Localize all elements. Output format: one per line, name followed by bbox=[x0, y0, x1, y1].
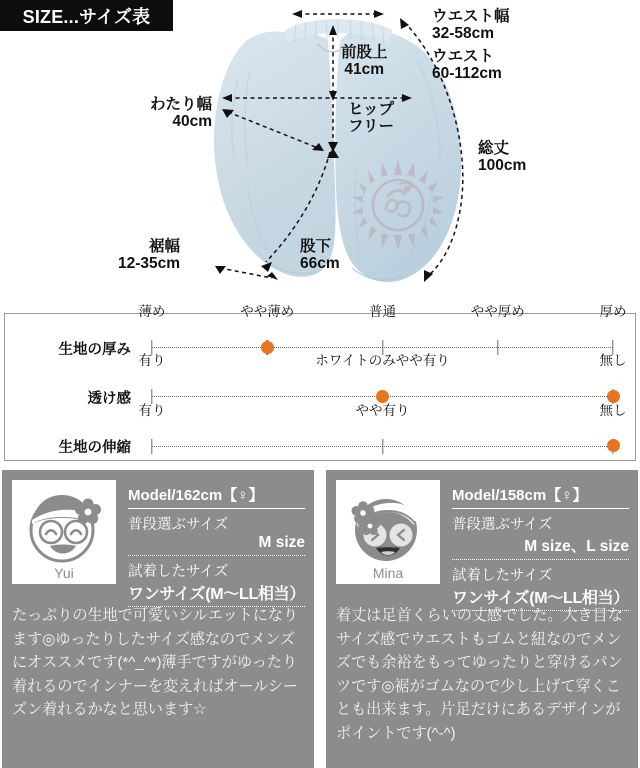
scale-tick bbox=[497, 340, 498, 355]
scale-tick-label: 無し bbox=[599, 353, 627, 369]
model-card-header bbox=[336, 480, 630, 607]
avatar-mina bbox=[336, 480, 440, 584]
model-card-header bbox=[12, 480, 306, 603]
model-review-text: 着丈は足首くらいの丈感でした。大き目なサイズ感でウエストもゴムと紐なのでメンズでも余裕をもってゆったりと穿けるパンツです◎裾がゴムなので少し上げて穿くことも出来ます。片足だけにあるデザインがポイントです(^-^) bbox=[336, 607, 623, 742]
measure-total-length-value: 100cm bbox=[478, 157, 527, 175]
model-height-line: Model/162cm【♀】 bbox=[128, 484, 305, 509]
measure-thigh-width-label: わたり幅 bbox=[149, 96, 212, 113]
scale-tick-label: 普通 bbox=[369, 304, 396, 319]
scale-tick-label: 有り bbox=[138, 402, 166, 418]
measure-waist-width-value: 32-58cm bbox=[432, 25, 495, 43]
property-scale-fabric-stretch bbox=[138, 402, 627, 462]
measure-thigh-width-value: 40cm bbox=[172, 113, 212, 131]
tried-size-value: ワンサイズ(M〜LL相当） bbox=[128, 581, 305, 607]
measure-inseam bbox=[300, 238, 340, 273]
measure-hip-label: ヒップ bbox=[348, 101, 395, 118]
scale-tick-label: 無し bbox=[599, 402, 627, 418]
measure-hip-value: フリー bbox=[348, 118, 394, 136]
size-chart-banner-label: SIZE...サイズ表 bbox=[22, 6, 151, 27]
measure-waist-width-label: ウエスト幅 bbox=[432, 8, 510, 25]
usual-size-value: M size bbox=[128, 534, 305, 556]
avatar-name-yui: Yui bbox=[54, 565, 74, 581]
tried-size-value: ワンサイズ(M〜LL相当） bbox=[452, 585, 629, 611]
scale-tick bbox=[382, 439, 383, 454]
usual-size-label: 普段選ぶサイズ bbox=[128, 517, 229, 533]
measure-front-rise bbox=[341, 44, 388, 79]
scale-tick-label: 厚め bbox=[599, 304, 627, 319]
measure-waist-value: 60-112cm bbox=[432, 65, 502, 83]
tried-size-label: 試着したサイズ bbox=[452, 568, 553, 584]
model-height-line: Model/158cm【♀】 bbox=[452, 484, 629, 509]
avatar-name-mina: Mina bbox=[372, 565, 404, 581]
model-card-info bbox=[440, 480, 630, 607]
measure-waist bbox=[432, 48, 502, 83]
model-card-info bbox=[116, 480, 306, 603]
measure-inseam-label: 股下 bbox=[300, 238, 332, 255]
model-review-text: たっぷりの生地で可愛いシルエットになります◎ゆったりしたサイズ感なのでメンズにオススメです(*^_^*)薄手ですがゆったり着れるのでインナーを変えればオールシーズン着れるかなと思います☆ bbox=[12, 607, 298, 719]
model-review-section bbox=[0, 470, 640, 768]
scale-tick-label: 薄め bbox=[138, 304, 166, 319]
scale-tick-label: やや薄め bbox=[240, 304, 295, 319]
fabric-property-table bbox=[4, 304, 636, 461]
measure-hip bbox=[348, 101, 394, 136]
avatar-yui bbox=[12, 480, 116, 584]
measure-thigh-width bbox=[88, 96, 212, 131]
measure-inseam-value: 66cm bbox=[300, 255, 340, 273]
scale-tick-label: ホワイトのみやや有り bbox=[315, 353, 450, 369]
scale-tick-label: やや有り bbox=[355, 402, 410, 418]
tried-size-label: 試着したサイズ bbox=[128, 564, 229, 580]
model-card-yui bbox=[2, 470, 314, 768]
measure-hem-width bbox=[48, 238, 180, 273]
scale-marker-dot bbox=[607, 439, 620, 452]
measure-total-length bbox=[478, 140, 526, 175]
property-label-fabric-stretch: 生地の伸縮 bbox=[58, 440, 131, 457]
measure-waist-label: ウエスト bbox=[432, 48, 495, 65]
usual-size-value: M size、L size bbox=[452, 534, 629, 560]
size-chart-banner bbox=[0, 0, 173, 31]
measure-total-length-label: 総丈 bbox=[478, 140, 510, 157]
scale-tick bbox=[151, 439, 152, 454]
measure-waist-width bbox=[432, 8, 510, 43]
property-label-sheerness: 透け感 bbox=[87, 390, 131, 407]
size-diagram bbox=[0, 0, 640, 312]
measure-hem-width-label: 裾幅 bbox=[148, 238, 180, 255]
property-row-sheerness bbox=[5, 353, 635, 412]
scale-tick-label: 有り bbox=[138, 353, 166, 369]
usual-size-label: 普段選ぶサイズ bbox=[452, 517, 553, 533]
property-row-fabric-stretch bbox=[5, 402, 635, 462]
measure-front-rise-label: 前股上 bbox=[341, 44, 388, 61]
property-label-fabric-thickness: 生地の厚み bbox=[58, 341, 131, 358]
model-card-mina bbox=[326, 470, 638, 768]
measure-hem-width-value: 12-35cm bbox=[117, 255, 180, 273]
scale-marker-dot bbox=[261, 341, 274, 354]
scale-tick-label: やや厚め bbox=[470, 304, 525, 319]
measure-front-rise-value: 41cm bbox=[344, 61, 385, 79]
